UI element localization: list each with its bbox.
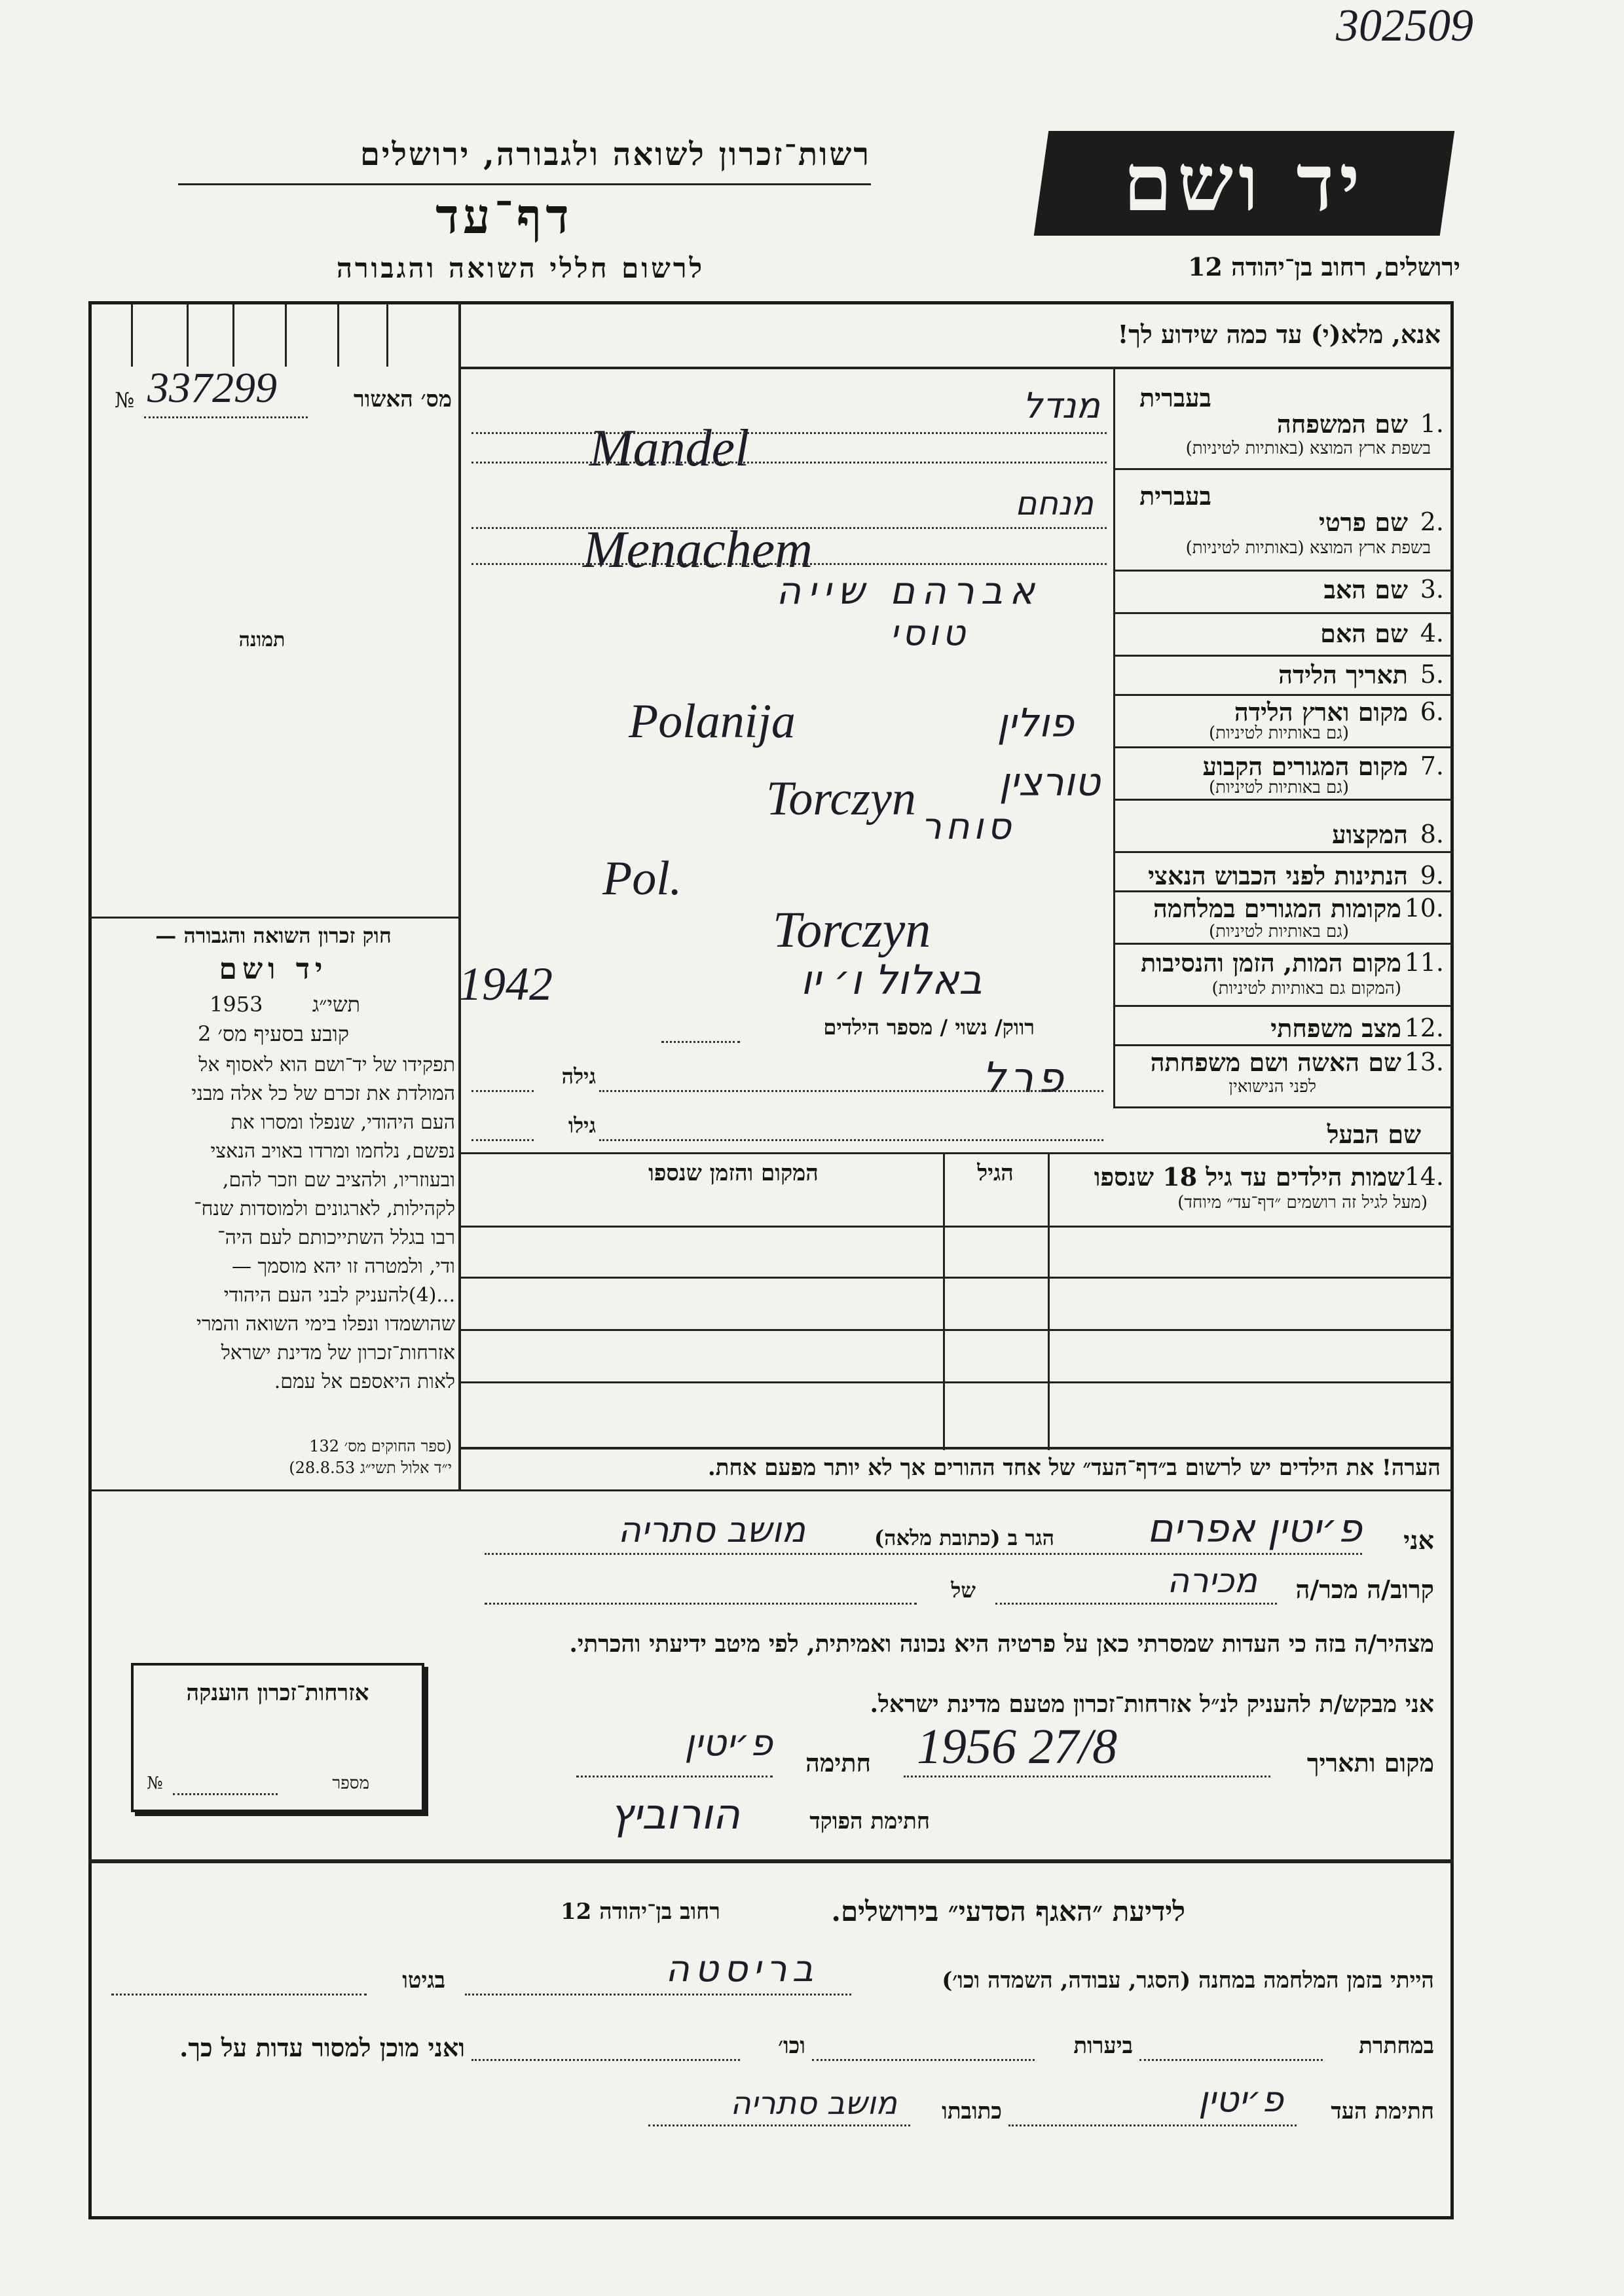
field-13-sub: לפני הנישואין xyxy=(1228,1077,1316,1097)
children-row-5 xyxy=(458,1447,1454,1449)
law-line: ודי, ולמטרה זו יהא מוסמך — xyxy=(231,1255,455,1278)
field-4-label: שם האם xyxy=(1320,619,1408,648)
approval-line xyxy=(144,416,308,418)
law-clause: קובע בסעיף מס׳ 2 xyxy=(198,1021,349,1046)
field-13-num: 13. xyxy=(1404,1048,1444,1076)
field-7-label: מקום המגורים הקבוע xyxy=(1202,752,1408,781)
husband-age-line xyxy=(471,1139,534,1141)
field-3-num: 3. xyxy=(1420,575,1444,604)
law-name: יד ושם xyxy=(219,953,328,986)
field-11-sub: (המקום גם באותיות לטיניות) xyxy=(1211,979,1401,998)
row-line-13 xyxy=(1113,1106,1454,1108)
law-title: חוק זכרון השואה והגבורה — xyxy=(155,923,392,948)
decl-line-3 xyxy=(485,1603,917,1605)
field-5-num: 5. xyxy=(1420,660,1444,689)
field-3-label: שם האב xyxy=(1323,575,1408,604)
children-sub: (מעל לגיל זה רושמים ״דף־עד״ מיוחד) xyxy=(1177,1193,1428,1212)
children-row-3 xyxy=(458,1329,1454,1331)
bottom-address: רחוב בן־יהודה 12 xyxy=(560,1899,720,1925)
remark: הערה! את הילדים יש לרשום ב״דף־העד״ של אחד ההורים אך לא יותר מפעם אחת. xyxy=(707,1455,1441,1481)
citizenship-number-prefix: № xyxy=(147,1774,163,1793)
archive-number: 302509 xyxy=(1336,1,1473,51)
bottom-top-line xyxy=(88,1859,1454,1863)
decl-line-date xyxy=(904,1776,1270,1777)
law-line: אזרחות־זכרון של מדינת ישראל xyxy=(221,1341,455,1364)
decl-address: מושב סתריה xyxy=(618,1509,805,1550)
ghetto-line xyxy=(111,1994,367,1995)
field-2-label: שם פרטי xyxy=(1318,507,1408,537)
bottom-line-1: הייתי בזמן המלחמה במחנה (הסגר, עבודה, השמדה וכו׳) xyxy=(942,1967,1434,1994)
field-11-num: 11. xyxy=(1404,948,1444,977)
law-line: נפשם, נלחמו ומרדו באויב הנאצי xyxy=(210,1140,455,1163)
citizenship-box xyxy=(131,1663,424,1812)
field-8-label: המקצוע xyxy=(1332,820,1408,849)
law-line: העם היהודי, שנפלו ומסרו את xyxy=(231,1111,455,1134)
field-6-num: 6. xyxy=(1420,697,1444,726)
decl-statement: מצהיר/ה בזה כי העדות שמסרתי כאן על פרטיה היא נכונה ואמיתית, לפי מיטב ידיעתי והכרתי. xyxy=(569,1630,1434,1658)
witness-signature: פ׳יטין xyxy=(1198,2079,1283,2120)
hiding-line xyxy=(1139,2059,1323,2061)
field-10-num: 10. xyxy=(1404,894,1444,922)
field-12-label: מצב משפחתי xyxy=(1270,1013,1401,1043)
field-13-label: שם האשה ושם משפחתה xyxy=(1150,1048,1401,1077)
witness-address: מושב סתריה xyxy=(730,2085,897,2122)
field-1-value-he: מנדל xyxy=(1022,385,1100,426)
field-10-sub: (גם באותיות לטיניות) xyxy=(1208,922,1349,941)
field-6-value-he: פולין xyxy=(997,701,1074,746)
ghetto-label: בגיטו xyxy=(402,1967,445,1994)
husband-label: שם הבעל xyxy=(1327,1120,1421,1149)
row-line-2 xyxy=(1113,570,1454,572)
decl-line-sign xyxy=(576,1776,773,1777)
children-col-age: הגיל xyxy=(977,1160,1014,1186)
law-line: רבו בגלל השתייכותם לעם היה־ xyxy=(217,1226,455,1249)
row-line-3 xyxy=(1113,612,1454,614)
label-column-divider xyxy=(1113,368,1115,1108)
law-year: 1953 xyxy=(210,992,263,1017)
law-text xyxy=(95,1051,455,1396)
field-2-value-he: מנחם xyxy=(1015,484,1094,522)
children-row-4 xyxy=(458,1381,1454,1383)
intro-prompt: אנא, מלא(י) עד כמה שידוע לך! xyxy=(1117,319,1441,349)
witness-sig-label: חתימת העד xyxy=(1331,2098,1434,2124)
field-5-label: תאריך הלידה xyxy=(1278,660,1408,689)
row-line-1 xyxy=(1113,468,1454,470)
field-10-label: מקומות המגורים במלחמה xyxy=(1153,894,1401,923)
field-8-num: 8. xyxy=(1420,820,1444,848)
decl-ani: אני xyxy=(1403,1525,1434,1555)
citizenship-number-label: מספר xyxy=(332,1774,369,1793)
field-1-num: 1. xyxy=(1420,409,1444,438)
law-line: ...(4)להעניק לבני העם היהודי xyxy=(223,1284,455,1307)
field-1-line-lat xyxy=(471,462,1107,464)
etc-label: וכו׳ xyxy=(778,2033,805,2059)
law-line: שהושמדו ונפלו בימי השואה והמרי xyxy=(196,1313,455,1336)
law-line: המולדת את זכרם של כל אלה מבני xyxy=(191,1082,455,1105)
law-source-2: י״ד אלול תשי״ג 28.8.53) xyxy=(289,1459,452,1477)
row-line-6 xyxy=(1113,746,1454,748)
forests-label: ביערות xyxy=(1073,2033,1133,2059)
approval-label: מס׳ האשור xyxy=(353,386,452,412)
decl-line-2 xyxy=(995,1603,1277,1605)
intro-divider xyxy=(458,367,1454,369)
remark-bottom-line xyxy=(458,1489,1454,1491)
field-11-label: מקום המות, הזמן והנסיבות xyxy=(1141,948,1401,977)
left-column-divider xyxy=(458,301,461,1489)
field-1-line-he xyxy=(471,432,1107,434)
his-address-label: כתובתו xyxy=(942,2098,1002,2124)
children-top-line xyxy=(458,1152,1454,1154)
page-subtitle: לרשום חללי השואה והגבורה xyxy=(336,252,705,284)
citizenship-number-line xyxy=(173,1793,278,1795)
field-13-name-line xyxy=(599,1090,1103,1092)
field-7-value-he: טורצין xyxy=(999,759,1100,805)
law-line: לאות היאספם אל עמם. xyxy=(274,1370,455,1393)
field-8-value: סוחר xyxy=(921,805,1015,848)
decl-request: אני מבקש/ת להעניק לנ״ל אזרחות־זכרון מטעם מדינת ישראל. xyxy=(870,1690,1434,1718)
decl-of: של xyxy=(951,1578,976,1603)
row-line-8 xyxy=(1113,851,1454,853)
field-13-value: פרל xyxy=(982,1054,1067,1102)
field-7-num: 7. xyxy=(1420,752,1444,780)
lang-tag-2: בעברית xyxy=(1139,481,1211,511)
field-2-value-lat: Menachem xyxy=(583,521,813,579)
field-2-line-lat xyxy=(471,563,1107,565)
field-2-sub: בשפת ארץ המוצא (באותיות לטיניות) xyxy=(1185,538,1431,558)
field-1-sub: בשפת ארץ המוצא (באותיות לטיניות) xyxy=(1185,439,1431,458)
law-bottom-line xyxy=(88,1489,460,1491)
bottom-title: לידיעת ״האגף הסדעי״ בירושלים. xyxy=(831,1895,1185,1927)
field-13-age-line xyxy=(471,1090,534,1092)
field-9-value: Pol. xyxy=(602,852,682,905)
row-line-11 xyxy=(1113,1005,1454,1007)
decl-officer-label: חתימת הפוקד xyxy=(809,1808,930,1834)
law-year-he: תשי״ג xyxy=(312,992,360,1017)
field-9-label: הנתינות לפני הכבוש הנאצי xyxy=(1148,861,1408,890)
page-title: דף־עד xyxy=(435,189,573,245)
children-num: 14. xyxy=(1404,1162,1444,1191)
law-line: לקהילות, לארגונים ולמוסדות שנח־ xyxy=(194,1197,455,1220)
field-12-num: 12. xyxy=(1404,1013,1444,1042)
field-4-num: 4. xyxy=(1420,619,1444,647)
decl-relative: קרוב/ה מכר/ה xyxy=(1295,1575,1434,1604)
children-col-place: המקום והזמן שנספו xyxy=(648,1160,819,1186)
etc-line xyxy=(471,2059,740,2061)
row-line-12 xyxy=(1113,1044,1454,1046)
decl-relation: מכירה xyxy=(1167,1561,1257,1601)
field-6-sub: (גם באותיות לטיניות) xyxy=(1208,723,1349,743)
field-11-value-year: 1942 xyxy=(458,958,553,1010)
decl-name: פ׳יטין אפרים xyxy=(1147,1506,1362,1552)
field-13-age-label: גילה xyxy=(561,1064,596,1089)
approval-prefix: № xyxy=(115,388,135,412)
children-divider-1 xyxy=(1048,1152,1050,1450)
children-row-1 xyxy=(458,1226,1454,1228)
hiding-label: במחתרת xyxy=(1359,2033,1434,2059)
lang-tag-1: בעברית xyxy=(1139,383,1211,412)
field-1-value-lat: Mandel xyxy=(589,420,750,477)
address: ירושלים, רחוב בן־יהודה 12 xyxy=(1188,252,1460,282)
field-3-value: אברהם שייה xyxy=(776,568,1041,613)
field-1-label: שם המשפחה xyxy=(1276,409,1408,439)
field-6-label: מקום וארץ הלידה xyxy=(1234,697,1408,727)
witness-line xyxy=(1008,2124,1297,2126)
forests-line xyxy=(812,2059,1035,2061)
row-line-5 xyxy=(1113,694,1454,696)
field-10-value: Torczyn xyxy=(773,901,931,958)
decl-signature-label: חתימה xyxy=(805,1748,871,1777)
field-12-options: רווק/ נשוי / מספר הילדים xyxy=(823,1015,1035,1040)
field-11-value-he: באלול ו׳ יו xyxy=(800,956,982,1004)
decl-place-date-label: מקום ותאריך xyxy=(1306,1748,1434,1777)
row-line-10 xyxy=(1113,943,1454,945)
field-9-num: 9. xyxy=(1420,861,1444,890)
decl-resident: הגר ב (כתובת מלאה) xyxy=(874,1525,1054,1550)
row-line-7 xyxy=(1113,799,1454,801)
approval-number: 337299 xyxy=(147,364,277,412)
field-12-line xyxy=(661,1041,740,1043)
field-2-line-he xyxy=(471,527,1107,529)
field-7-sub: (גם באותיות לטיניות) xyxy=(1208,778,1349,797)
tick-marks xyxy=(92,304,458,367)
logo-text: יד ושם xyxy=(1123,137,1365,229)
children-label: שמות הילדים עד גיל 18 שנספו xyxy=(1094,1162,1405,1192)
camp-line xyxy=(465,1994,851,1995)
field-4-value: טוסי xyxy=(890,612,969,653)
camp-value: בריסטה xyxy=(665,1948,819,1990)
citizenship-title: אזרחות־זכרון הוענקה xyxy=(186,1680,369,1706)
authority-line: רשות־זכרון לשואה ולגבורה, ירושלים xyxy=(360,136,871,173)
law-source-1: (ספר החוקים מס׳ 132 xyxy=(309,1437,452,1455)
decl-officer-signature: הורוביץ xyxy=(610,1791,740,1839)
field-6-value-lat: Polanija xyxy=(629,695,796,748)
decl-line-1 xyxy=(485,1553,1362,1555)
law-line: ובעוזריו, ולהציב שם וזכר להם, xyxy=(222,1169,455,1192)
field-7-value-lat: Torczyn xyxy=(766,772,916,826)
decl-signature: פ׳יטין xyxy=(684,1722,773,1764)
children-row-2 xyxy=(458,1277,1454,1279)
law-top-line xyxy=(88,917,458,919)
field-2-num: 2. xyxy=(1420,507,1444,536)
ready-label: ואני מוכן למסור עדות על כך. xyxy=(179,2033,465,2062)
decl-date: 1956 27/8 xyxy=(917,1719,1118,1774)
photo-label: תמונה xyxy=(238,629,286,651)
row-line-4 xyxy=(1113,655,1454,657)
yad-vashem-logo xyxy=(1034,131,1454,236)
law-line: תפקידו של יד־ושם הוא לאסוף אל xyxy=(198,1053,455,1076)
header-underline xyxy=(178,183,871,185)
husband-name-line xyxy=(599,1139,1103,1141)
address-line xyxy=(648,2124,910,2126)
husband-age-label: גילו xyxy=(568,1113,596,1138)
children-divider-2 xyxy=(943,1152,945,1450)
